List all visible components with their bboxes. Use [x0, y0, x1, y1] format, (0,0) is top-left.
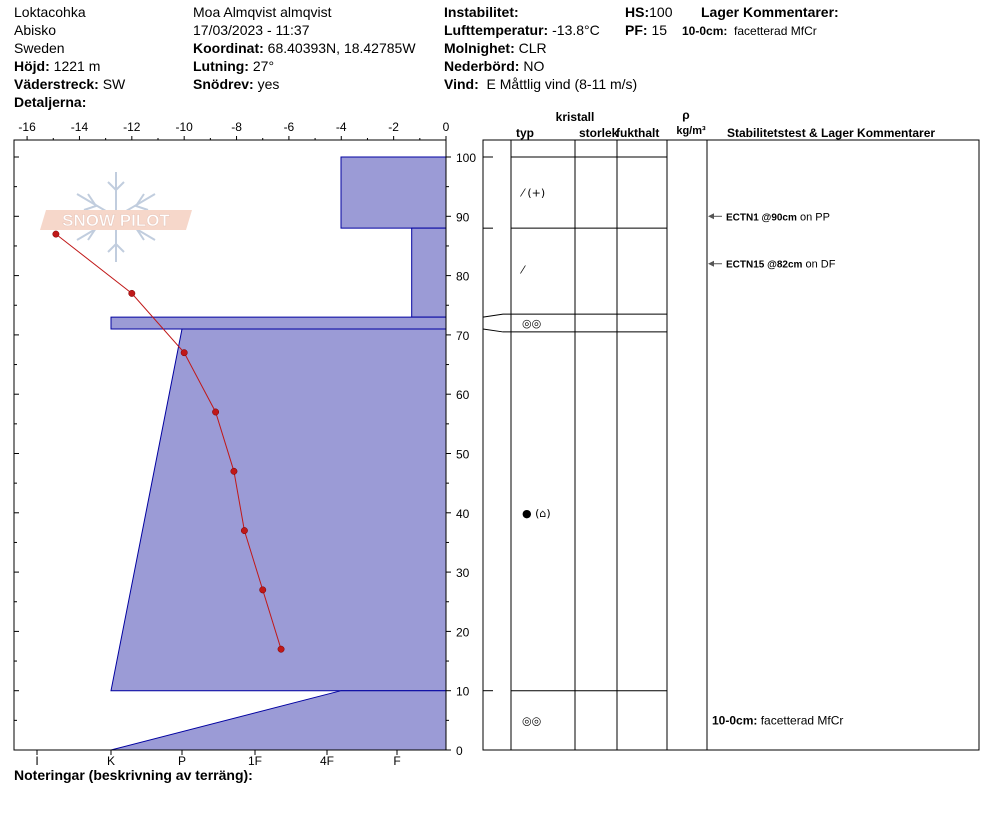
- wind-value: E Måttlig vind (8-11 m/s): [486, 76, 638, 92]
- sky-value: CLR: [518, 40, 547, 56]
- temperature-tick-label: -14: [70, 120, 89, 134]
- stability-test-label: [726, 211, 830, 223]
- hs-label: HS:: [625, 4, 650, 20]
- drift-value: yes: [257, 76, 280, 92]
- hardness-axis: [35, 750, 400, 768]
- layer-comment-text: facetterad MfCr: [757, 713, 844, 728]
- slope-label: Lutning:: [193, 58, 249, 74]
- region-name: Abisko: [14, 22, 57, 38]
- header-moisture: fukthalt: [616, 126, 660, 140]
- stability-test-note: on PP: [796, 211, 830, 224]
- hardness-layer: [111, 691, 446, 750]
- hardness-tick-label: 4F: [319, 754, 335, 768]
- grain-form-symbol: ◎◎: [522, 714, 542, 728]
- depth-tick-label: 80: [456, 269, 470, 284]
- temperature-point: [212, 409, 218, 415]
- test-arrow-icon: [708, 213, 714, 219]
- logo-text: SNOW PILOT: [62, 211, 170, 230]
- stability-test-note: on DF: [802, 258, 836, 271]
- temperature-point: [53, 231, 59, 237]
- header-density-symbol: ρ: [682, 108, 690, 122]
- aspect-value: SW: [102, 76, 126, 92]
- grain-symbols: [519, 187, 551, 728]
- aspect-label: Väderstreck:: [14, 76, 99, 92]
- layer-comments: [712, 713, 843, 727]
- layer-table: [483, 140, 979, 750]
- stability-test-label: [726, 259, 836, 271]
- temperature-tick-label: -8: [231, 120, 242, 134]
- temperature-point: [278, 646, 284, 652]
- temperature-tick-label: -16: [18, 120, 36, 134]
- layer-comment: [712, 713, 843, 727]
- temperature-point: [231, 468, 237, 474]
- depth-tick-label: 20: [456, 625, 470, 640]
- temperature-point: [129, 290, 135, 296]
- header-type: typ: [516, 126, 534, 140]
- coordinate-label: Koordinat:: [193, 40, 264, 56]
- hardness-tick-label: 1F: [247, 754, 263, 768]
- header-density-unit: kg/m³: [676, 125, 706, 137]
- stability-test-result: ECTN1 @90cm: [726, 212, 797, 224]
- hardness-layer: [341, 157, 446, 228]
- temperature-tick-label: 0: [442, 120, 450, 134]
- stability-tests: [708, 211, 836, 270]
- layer-comment-text: facetterad MfCr: [734, 24, 817, 38]
- temperature-point: [260, 587, 266, 593]
- depth-tick-label: 70: [456, 328, 470, 343]
- hardness-layer: [412, 228, 446, 317]
- elevation-value: 1221 m: [53, 58, 101, 74]
- precip-value: NO: [523, 58, 545, 74]
- precip-label: Nederbörd:: [444, 58, 520, 74]
- observer-name: Moa Almqvist almqvist: [193, 4, 332, 20]
- hardness-layer: [111, 329, 446, 691]
- airtemp-value: -13.8°C: [552, 22, 600, 38]
- depth-tick-label: 10: [456, 684, 470, 699]
- depth-tick-label: 60: [456, 388, 470, 403]
- hs-value: 100: [649, 4, 673, 20]
- temperature-tick-label: -12: [123, 120, 141, 134]
- header-size: storlek: [579, 126, 619, 140]
- snowpilot-logo: [40, 172, 192, 262]
- drift-label: Snödrev:: [193, 76, 254, 92]
- temperature-point: [241, 527, 247, 533]
- layer-table-border: [483, 140, 979, 750]
- pf-value: 15: [651, 22, 668, 38]
- hardness-profile: [111, 157, 446, 750]
- details-label: Detaljerna:: [14, 94, 87, 110]
- hardness-tick-label: I: [35, 754, 39, 768]
- coordinate-value: 68.40393N, 18.42785W: [267, 40, 416, 56]
- pf-label: PF:: [625, 22, 648, 38]
- header-crystal: kristall: [555, 110, 595, 124]
- depth-tick-label: 40: [456, 506, 470, 521]
- location-name: Loktacohka: [14, 4, 86, 20]
- instability-label: Instabilitet:: [444, 4, 519, 20]
- depth-tick-label: 90: [456, 210, 470, 225]
- header-comments: Stabilitetstest & Lager Kommentarer: [727, 126, 936, 140]
- test-arrow-icon: [708, 261, 714, 267]
- observation-datetime: 17/03/2023 - 11:37: [193, 22, 310, 38]
- airtemp-label: Lufttemperatur:: [444, 22, 549, 38]
- temperature-tick-label: -10: [175, 120, 193, 134]
- hardness-tick-label: F: [393, 754, 401, 768]
- temperature-tick-label: -4: [335, 120, 347, 134]
- temperature-tick-label: -2: [388, 120, 399, 134]
- depth-tick-label: 50: [456, 447, 470, 462]
- hardness-tick-label: K: [106, 754, 116, 768]
- grain-form-symbol: ⁄: [522, 263, 524, 277]
- country-name: Sweden: [14, 40, 65, 56]
- depth-tick-label: 100: [456, 151, 477, 165]
- stability-test-result: ECTN15 @82cm: [726, 259, 803, 271]
- grain-form-symbol: ⁄ (+): [522, 186, 546, 200]
- elevation-label: Höjd:: [14, 58, 50, 74]
- sky-label: Molnighet:: [444, 40, 515, 56]
- wind-label: Vind:: [444, 76, 479, 92]
- grain-form-symbol: ● (⌂): [522, 506, 551, 520]
- depth-tick-label: 0: [456, 744, 463, 758]
- layer-table-headers: [516, 108, 935, 140]
- temperature-point: [181, 349, 187, 355]
- slope-value: 27°: [252, 58, 275, 74]
- depth-tick-label: 30: [456, 566, 470, 581]
- temperature-tick-label: -6: [283, 120, 295, 134]
- temperature-axis: [18, 120, 449, 140]
- layer-comment-range: 10-0cm:: [712, 713, 758, 728]
- layer-comments-label: Lager Kommentarer:: [701, 4, 839, 20]
- notes-label: Noteringar (beskrivning av terräng):: [14, 767, 253, 783]
- grain-form-symbol: ◎◎: [522, 317, 542, 331]
- hardness-tick-label: P: [177, 754, 187, 768]
- layer-comment-range: 10-0cm:: [682, 24, 728, 38]
